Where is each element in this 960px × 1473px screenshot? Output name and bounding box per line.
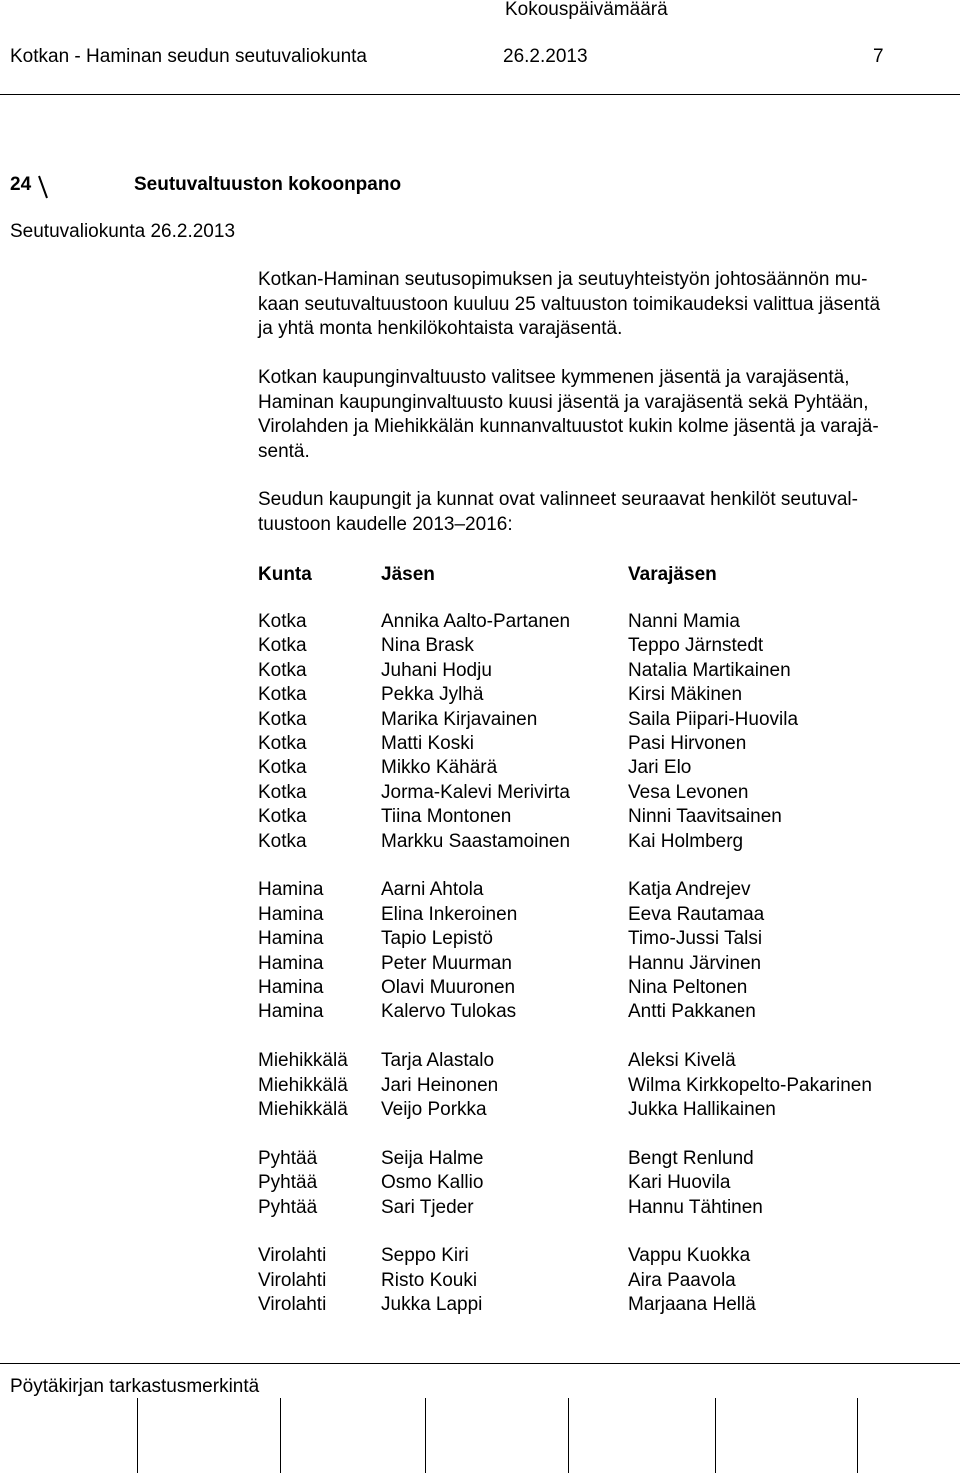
row-member: Juhani Hodju [381, 659, 492, 681]
paragraph-line: Haminan kaupunginvaltuusto kuusi jäsentä ja varajäsentä sekä Pyhtään, [258, 391, 869, 413]
row-member: Matti Koski [381, 733, 474, 754]
table-row [258, 830, 958, 854]
row-member: Veijo Porkka [381, 1099, 487, 1120]
row-municipality: Kotka [258, 830, 307, 852]
row-member: Tiina Montonen [381, 806, 512, 828]
paragraph-composition [258, 268, 950, 342]
table-row [258, 952, 958, 976]
row-deputy: Nanni Mamia [628, 611, 740, 632]
row-member: Risto Kouki [381, 1269, 478, 1291]
row-member: Osmo Kallio [381, 1172, 484, 1194]
row-deputy: Saila Piipari-Huovila [628, 708, 799, 730]
row-deputy: Eeva Rautamaa [628, 903, 765, 925]
table-row [258, 781, 958, 805]
row-municipality: Pyhtää [258, 1196, 318, 1218]
column-header-deputy: Varajäsen [628, 564, 717, 585]
row-deputy: Natalia Martikainen [628, 659, 791, 681]
table-row [258, 878, 958, 902]
row-member: Seppo Kiri [381, 1245, 469, 1267]
paragraph-line: kaan seutuvaltuustoon kuuluu 25 valtuuston toimikaudeksi valittua jäsentä [258, 293, 881, 315]
row-member: Seija Halme [381, 1147, 484, 1169]
row-member: Jukka Lappi [381, 1294, 483, 1316]
table-row [258, 1244, 958, 1268]
table-row [258, 634, 958, 658]
row-deputy: Ninni Taavitsainen [628, 806, 782, 828]
row-municipality: Kotka [258, 708, 307, 730]
table-row [258, 1074, 958, 1098]
signature-box-divider [857, 1398, 858, 1473]
row-deputy: Hannu Järvinen [628, 952, 762, 974]
header-date: 26.2.2013 [503, 46, 588, 67]
row-deputy: Katja Andrejev [628, 879, 751, 901]
row-deputy: Nina Peltonen [628, 977, 748, 998]
row-member: Jari Heinonen [381, 1074, 499, 1096]
header-rule [0, 94, 960, 95]
row-member: Marika Kirjavainen [381, 708, 538, 730]
row-member: Elina Inkeroinen [381, 903, 518, 925]
signature-box-divider [425, 1398, 426, 1473]
paragraph-line: Kotkan-Haminan seutusopimuksen ja seutuyhteistyön johtosäännön mu- [258, 269, 868, 290]
header-meeting-date-label: Kokouspäivämäärä [505, 0, 668, 20]
paragraph-line: Seudun kaupungit ja kunnat ovat valinneet seuraavat henkilöt seutuval- [258, 489, 858, 510]
row-municipality: Pyhtää [258, 1147, 318, 1169]
signature-box-divider [568, 1398, 569, 1473]
table-row [258, 1098, 958, 1122]
row-deputy: Pasi Hirvonen [628, 733, 747, 754]
row-deputy: Vesa Levonen [628, 781, 749, 803]
row-municipality: Kotka [258, 757, 307, 779]
row-member: Aarni Ahtola [381, 879, 484, 901]
minutes-check-label: Pöytäkirjan tarkastusmerkintä [10, 1376, 260, 1397]
header-organization: Kotkan - Haminan seudun seutuvaliokunta [10, 46, 368, 67]
table-row [258, 1049, 958, 1073]
row-municipality: Virolahti [258, 1245, 327, 1267]
table-row [258, 1269, 958, 1293]
row-member: Markku Saastamoinen [381, 830, 571, 852]
row-deputy: Timo-Jussi Talsi [628, 928, 763, 950]
table-row [258, 1293, 958, 1317]
row-member: Mikko Kähärä [381, 757, 498, 779]
row-municipality: Kotka [258, 733, 307, 754]
table-row [258, 1196, 958, 1220]
table-row [258, 1171, 958, 1195]
row-municipality: Kotka [258, 684, 307, 706]
row-deputy: Hannu Tähtinen [628, 1196, 763, 1218]
row-member: Tapio Lepistö [381, 928, 493, 950]
row-deputy: Kai Holmberg [628, 830, 744, 852]
table-row [258, 903, 958, 927]
row-municipality: Kotka [258, 781, 307, 803]
row-deputy: Antti Pakkanen [628, 1001, 756, 1023]
table-row [258, 927, 958, 951]
row-member: Sari Tjeder [381, 1196, 474, 1218]
row-municipality: Miehikkälä [258, 1050, 348, 1072]
table-row [258, 610, 958, 634]
paragraph-line: Kotkan kaupunginvaltuusto valitsee kymmenen jäsentä ja varajäsentä, [258, 367, 850, 388]
section-title: Seutuvaltuuston kokoonpano [134, 174, 402, 195]
footer-rule [0, 1363, 960, 1364]
row-municipality: Hamina [258, 1001, 324, 1023]
row-municipality: Pyhtää [258, 1172, 318, 1194]
row-municipality: Miehikkälä [258, 1099, 348, 1120]
row-member: Nina Brask [381, 635, 474, 657]
signature-box-divider [280, 1398, 281, 1473]
paragraph-line: ja yhtä monta henkilökohtaista varajäsentä. [258, 318, 623, 339]
paragraph-line: tuustoon kaudelle 2013–2016: [258, 513, 513, 535]
section-mark-icon [38, 170, 48, 200]
row-municipality: Virolahti [258, 1294, 327, 1316]
row-member: Pekka Jylhä [381, 684, 484, 706]
row-deputy: Jari Elo [628, 757, 692, 779]
row-municipality: Kotka [258, 635, 307, 657]
row-municipality: Kotka [258, 611, 307, 632]
column-header-municipality: Kunta [258, 564, 312, 585]
row-municipality: Hamina [258, 928, 324, 950]
row-deputy: Kari Huovila [628, 1172, 731, 1194]
row-deputy: Jukka Hallikainen [628, 1099, 776, 1120]
row-member: Peter Muurman [381, 952, 512, 974]
row-municipality: Miehikkälä [258, 1074, 348, 1096]
row-deputy: Marjaana Hellä [628, 1294, 756, 1316]
table-row [258, 1147, 958, 1171]
row-member: Tarja Alastalo [381, 1050, 495, 1072]
paragraph-allocation [258, 366, 950, 464]
row-member: Olavi Muuronen [381, 977, 516, 998]
table-row [258, 805, 958, 829]
meeting-reference: Seutuvaliokunta 26.2.2013 [10, 221, 236, 242]
signature-box-divider [715, 1398, 716, 1473]
table-row [258, 732, 958, 756]
row-deputy: Aira Paavola [628, 1269, 736, 1291]
row-member: Annika Aalto-Partanen [381, 611, 571, 632]
row-deputy: Teppo Järnstedt [628, 635, 764, 657]
paragraph-line: Virolahden ja Miehikkälän kunnanvaltuustot kukin kolme jäsentä ja varajä- [258, 416, 879, 437]
table-row [258, 1000, 958, 1024]
row-deputy: Bengt Renlund [628, 1147, 754, 1169]
row-municipality: Hamina [258, 977, 324, 998]
paragraph-selection [258, 488, 950, 537]
row-municipality: Kotka [258, 659, 307, 681]
row-municipality: Kotka [258, 806, 307, 828]
row-deputy: Aleksi Kivelä [628, 1050, 736, 1072]
row-deputy: Kirsi Mäkinen [628, 684, 743, 706]
signature-box-divider [137, 1398, 138, 1473]
table-row [258, 659, 958, 683]
row-deputy: Vappu Kuokka [628, 1245, 751, 1267]
paragraph-line: sentä. [258, 440, 310, 462]
column-header-member: Jäsen [381, 564, 435, 585]
table-row [258, 708, 958, 732]
row-deputy: Wilma Kirkkopelto-Pakarinen [628, 1074, 872, 1096]
row-municipality: Hamina [258, 879, 324, 901]
row-member: Jorma-Kalevi Merivirta [381, 781, 570, 803]
table-row [258, 756, 958, 780]
section-number: 24 [10, 174, 32, 195]
row-municipality: Virolahti [258, 1269, 327, 1291]
table-row [258, 683, 958, 707]
row-municipality: Hamina [258, 903, 324, 925]
row-member: Kalervo Tulokas [381, 1001, 517, 1023]
table-row [258, 976, 958, 1000]
row-municipality: Hamina [258, 952, 324, 974]
header-page-number: 7 [873, 46, 884, 67]
